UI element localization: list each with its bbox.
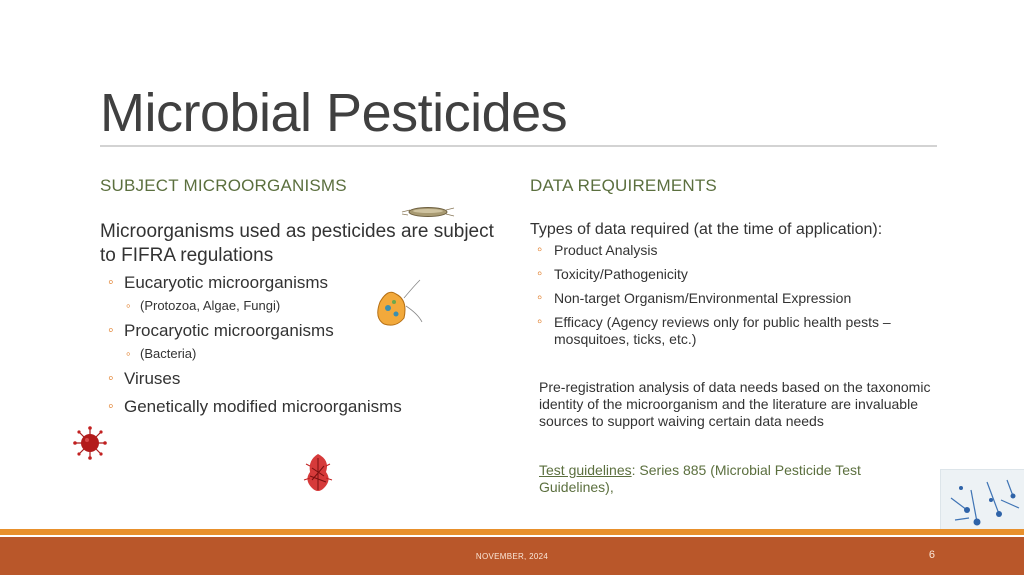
footer-stripe <box>0 529 1024 535</box>
footer-band <box>0 537 1024 575</box>
footer-date: NOVEMBER, 2024 <box>475 552 549 561</box>
right-column-heading: DATA REQUIREMENTS <box>530 176 717 195</box>
list-item: ◦ Toxicity/Pathogenicity <box>530 266 950 283</box>
list-item: ◦ Non-target Organism/Environmental Expression <box>530 290 950 307</box>
sublist <box>124 296 510 316</box>
slide-title: Microbial Pesticides <box>100 83 568 143</box>
list-item: ◦ Product Analysis <box>530 242 950 259</box>
preregistration-note: Pre-registration analysis of data needs based on the taxonomic identity of the microorganism and the literature are invaluable sources to support waiving certain data needs <box>539 379 931 429</box>
list-item-label: Viruses <box>124 369 181 388</box>
left-intro-text: Microorganisms used as pesticides are subject to FIFRA regulations <box>100 221 494 266</box>
test-guidelines-note <box>539 462 929 496</box>
virus-image <box>72 426 108 460</box>
list-item <box>100 368 510 390</box>
sublist-item: ◦ (Protozoa, Algae, Fungi) <box>124 296 510 316</box>
test-guidelines-link[interactable]: Test guidelines <box>539 462 632 478</box>
algae-image <box>300 450 336 496</box>
title-divider <box>100 145 937 147</box>
data-requirements-list <box>530 242 950 348</box>
list-item <box>100 396 510 418</box>
list-item <box>100 320 510 364</box>
slide-number: 6 <box>928 549 935 561</box>
test-guidelines-text: : Series 885 (Microbial Pesticide Test Guidelines), <box>539 462 861 495</box>
left-column-body <box>100 220 510 418</box>
sublist <box>124 344 510 364</box>
sublist-item: ◦ (Bacteria) <box>124 344 510 364</box>
bacterium-image <box>400 204 456 220</box>
list-item-label: Genetically modified microorganisms <box>124 397 402 416</box>
list-item <box>100 272 510 316</box>
list-item-label: Eucaryotic microorganisms <box>124 273 329 292</box>
left-column-heading: SUBJECT MICROORGANISMS <box>100 176 347 195</box>
microscope-photo <box>940 469 1024 534</box>
right-column-body <box>530 220 950 355</box>
right-intro-text: Types of data required (at the time of application): <box>530 221 883 238</box>
microorganism-list <box>100 272 510 418</box>
list-item: ◦ Efficacy (Agency reviews only for public health pests – mosquitoes, ticks, etc.) <box>530 314 950 348</box>
list-item-label: Procaryotic microorganisms <box>124 321 334 340</box>
protozoan-image <box>366 278 426 334</box>
